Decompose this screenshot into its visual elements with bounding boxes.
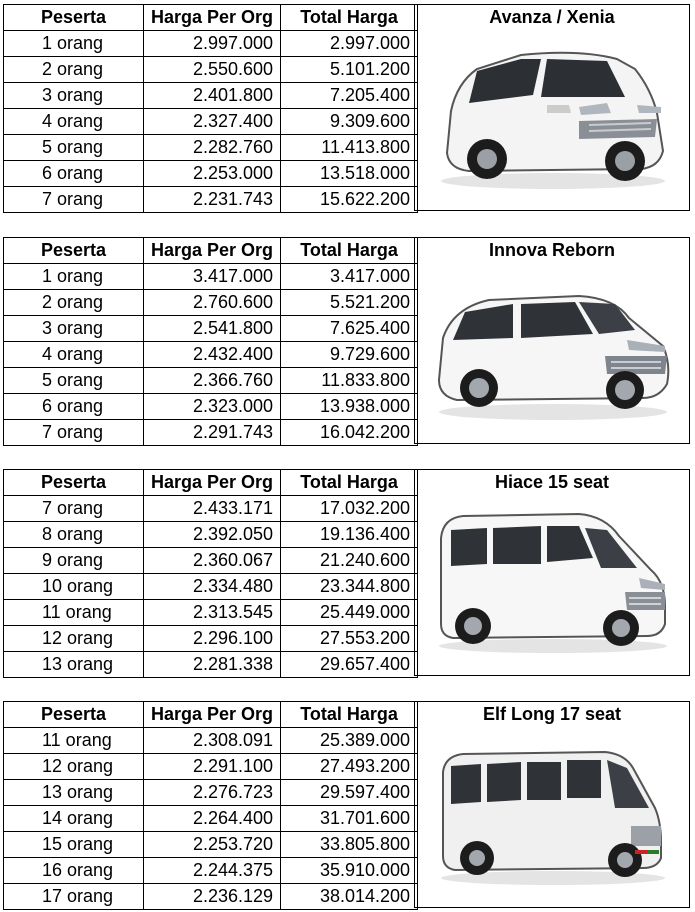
peserta-cell: 3 orang <box>4 83 144 109</box>
table-row <box>4 652 418 678</box>
harga-cell: 2.334.480 <box>144 574 281 600</box>
header-harga-per-org: Harga Per Org <box>144 702 281 728</box>
mpv-car-image <box>429 274 677 424</box>
van-image <box>429 506 677 656</box>
total-cell: 16.042.200 <box>281 420 418 446</box>
table-row <box>4 342 418 368</box>
peserta-cell: 7 orang <box>4 187 144 213</box>
harga-cell: 2.308.091 <box>144 728 281 754</box>
price-table <box>3 237 418 446</box>
total-cell: 25.389.000 <box>281 728 418 754</box>
car-cell <box>414 469 690 676</box>
total-cell: 27.553.200 <box>281 626 418 652</box>
table-row <box>4 161 418 187</box>
table-row <box>4 600 418 626</box>
total-cell: 27.493.200 <box>281 754 418 780</box>
total-cell: 31.701.600 <box>281 806 418 832</box>
total-cell: 7.625.400 <box>281 316 418 342</box>
peserta-cell: 13 orang <box>4 780 144 806</box>
price-table <box>3 469 418 678</box>
table-row <box>4 832 418 858</box>
harga-cell: 2.392.050 <box>144 522 281 548</box>
car-cell <box>414 237 690 444</box>
peserta-cell: 17 orang <box>4 884 144 910</box>
harga-cell: 3.417.000 <box>144 264 281 290</box>
price-table <box>3 4 418 213</box>
peserta-cell: 5 orang <box>4 135 144 161</box>
total-cell: 29.597.400 <box>281 780 418 806</box>
price-block-hiace <box>3 469 690 677</box>
header-peserta: Peserta <box>4 702 144 728</box>
peserta-cell: 12 orang <box>4 626 144 652</box>
harga-cell: 2.760.600 <box>144 290 281 316</box>
header-total-harga: Total Harga <box>281 5 418 31</box>
harga-cell: 2.433.171 <box>144 496 281 522</box>
peserta-cell: 10 orang <box>4 574 144 600</box>
table-row <box>4 264 418 290</box>
harga-cell: 2.236.129 <box>144 884 281 910</box>
peserta-cell: 6 orang <box>4 394 144 420</box>
total-cell: 2.997.000 <box>281 31 418 57</box>
table-row <box>4 394 418 420</box>
peserta-cell: 15 orang <box>4 832 144 858</box>
peserta-cell: 2 orang <box>4 57 144 83</box>
total-cell: 13.518.000 <box>281 161 418 187</box>
header-harga-per-org: Harga Per Org <box>144 238 281 264</box>
harga-cell: 2.296.100 <box>144 626 281 652</box>
table-header-row <box>4 470 418 496</box>
total-cell: 25.449.000 <box>281 600 418 626</box>
table-row <box>4 728 418 754</box>
harga-cell: 2.282.760 <box>144 135 281 161</box>
total-cell: 29.657.400 <box>281 652 418 678</box>
table-row <box>4 420 418 446</box>
table-row <box>4 109 418 135</box>
table-row <box>4 548 418 574</box>
header-total-harga: Total Harga <box>281 238 418 264</box>
total-cell: 23.344.800 <box>281 574 418 600</box>
total-cell: 9.309.600 <box>281 109 418 135</box>
table-row <box>4 780 418 806</box>
harga-cell: 2.276.723 <box>144 780 281 806</box>
table-row <box>4 522 418 548</box>
price-block-innova <box>3 237 690 445</box>
peserta-cell: 4 orang <box>4 342 144 368</box>
harga-cell: 2.401.800 <box>144 83 281 109</box>
total-cell: 5.521.200 <box>281 290 418 316</box>
harga-cell: 2.253.000 <box>144 161 281 187</box>
table-row <box>4 884 418 910</box>
total-cell: 35.910.000 <box>281 858 418 884</box>
total-cell: 33.805.800 <box>281 832 418 858</box>
car-title: Innova Reborn <box>488 240 615 260</box>
table-row <box>4 316 418 342</box>
car-title: Hiace 15 seat <box>494 472 610 492</box>
total-cell: 13.938.000 <box>281 394 418 420</box>
table-header-row <box>4 238 418 264</box>
harga-cell: 2.550.600 <box>144 57 281 83</box>
table-row <box>4 858 418 884</box>
table-row <box>4 496 418 522</box>
table-row <box>4 368 418 394</box>
table-header-row <box>4 5 418 31</box>
total-cell: 19.136.400 <box>281 522 418 548</box>
harga-cell: 2.366.760 <box>144 368 281 394</box>
peserta-cell: 14 orang <box>4 806 144 832</box>
harga-cell: 2.327.400 <box>144 109 281 135</box>
peserta-cell: 8 orang <box>4 522 144 548</box>
peserta-cell: 1 orang <box>4 31 144 57</box>
harga-cell: 2.253.720 <box>144 832 281 858</box>
total-cell: 17.032.200 <box>281 496 418 522</box>
harga-cell: 2.997.000 <box>144 31 281 57</box>
mpv-car-image <box>429 41 677 191</box>
peserta-cell: 9 orang <box>4 548 144 574</box>
peserta-cell: 13 orang <box>4 652 144 678</box>
harga-cell: 2.323.000 <box>144 394 281 420</box>
price-table <box>3 701 418 910</box>
harga-cell: 2.244.375 <box>144 858 281 884</box>
total-cell: 9.729.600 <box>281 342 418 368</box>
minibus-image <box>429 738 677 888</box>
header-total-harga: Total Harga <box>281 702 418 728</box>
car-cell <box>414 4 690 211</box>
header-harga-per-org: Harga Per Org <box>144 5 281 31</box>
peserta-cell: 12 orang <box>4 754 144 780</box>
table-row <box>4 187 418 213</box>
table-header-row <box>4 702 418 728</box>
peserta-cell: 6 orang <box>4 161 144 187</box>
peserta-cell: 3 orang <box>4 316 144 342</box>
price-block-avanza <box>3 4 690 212</box>
peserta-cell: 7 orang <box>4 496 144 522</box>
harga-cell: 2.313.545 <box>144 600 281 626</box>
header-peserta: Peserta <box>4 238 144 264</box>
peserta-cell: 4 orang <box>4 109 144 135</box>
harga-cell: 2.291.100 <box>144 754 281 780</box>
total-cell: 5.101.200 <box>281 57 418 83</box>
harga-cell: 2.360.067 <box>144 548 281 574</box>
price-block-elf <box>3 701 690 909</box>
table-row <box>4 83 418 109</box>
peserta-cell: 16 orang <box>4 858 144 884</box>
table-row <box>4 754 418 780</box>
total-cell: 11.413.800 <box>281 135 418 161</box>
header-peserta: Peserta <box>4 470 144 496</box>
peserta-cell: 2 orang <box>4 290 144 316</box>
harga-cell: 2.281.338 <box>144 652 281 678</box>
header-total-harga: Total Harga <box>281 470 418 496</box>
total-cell: 11.833.800 <box>281 368 418 394</box>
peserta-cell: 5 orang <box>4 368 144 394</box>
header-harga-per-org: Harga Per Org <box>144 470 281 496</box>
table-row <box>4 626 418 652</box>
peserta-cell: 1 orang <box>4 264 144 290</box>
total-cell: 7.205.400 <box>281 83 418 109</box>
table-row <box>4 806 418 832</box>
car-cell <box>414 701 690 908</box>
table-row <box>4 290 418 316</box>
harga-cell: 2.291.743 <box>144 420 281 446</box>
harga-cell: 2.432.400 <box>144 342 281 368</box>
total-cell: 38.014.200 <box>281 884 418 910</box>
table-row <box>4 574 418 600</box>
harga-cell: 2.231.743 <box>144 187 281 213</box>
peserta-cell: 11 orang <box>4 600 144 626</box>
car-title: Elf Long 17 seat <box>482 704 622 724</box>
peserta-cell: 7 orang <box>4 420 144 446</box>
harga-cell: 2.541.800 <box>144 316 281 342</box>
harga-cell: 2.264.400 <box>144 806 281 832</box>
total-cell: 15.622.200 <box>281 187 418 213</box>
peserta-cell: 11 orang <box>4 728 144 754</box>
table-row <box>4 135 418 161</box>
table-row <box>4 57 418 83</box>
table-row <box>4 31 418 57</box>
total-cell: 3.417.000 <box>281 264 418 290</box>
car-title: Avanza / Xenia <box>489 7 615 27</box>
header-peserta: Peserta <box>4 5 144 31</box>
total-cell: 21.240.600 <box>281 548 418 574</box>
